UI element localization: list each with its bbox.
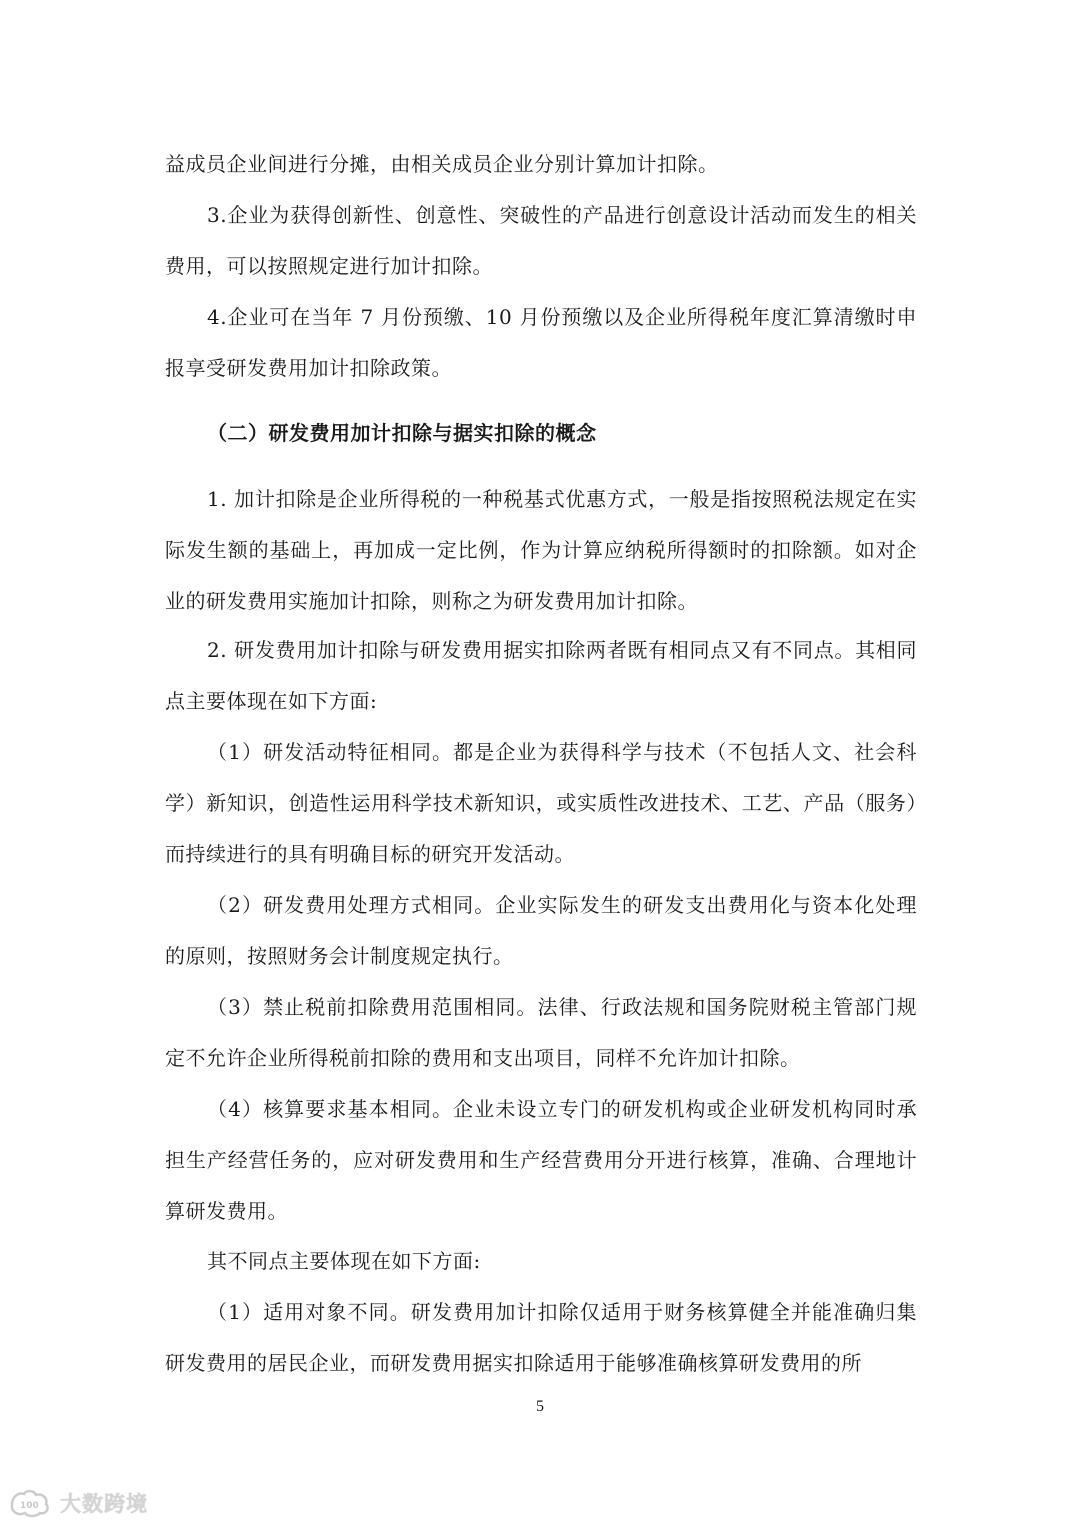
paragraph-similarity-2: （2）研发费用处理方式相同。企业实际发生的研发支出费用化与资本化处理的原则，按照财务会计制度规定执行。 [165, 893, 917, 968]
brand-logo-icon [8, 1488, 54, 1518]
paragraph-similarity-4: （4）核算要求基本相同。企业未设立专门的研发机构或企业研发机构同时承担生产经营任务的，应对研发费用和生产经营费用分开进行核算，准确、合理地计算研发费用。 [165, 1097, 917, 1223]
paragraph-continuation: 益成员企业间进行分摊，由相关成员企业分别计算加计扣除。 [165, 152, 719, 176]
paragraph-difference-1: （1）适用对象不同。研发费用加计扣除仅适用于财务核算健全并能准确归集研发费用的居民企业，而研发费用据实扣除适用于能够准确核算研发费用的所 [165, 1300, 917, 1375]
paragraph-item-3: 3.企业为获得创新性、创意性、突破性的产品进行创意设计活动而发生的相关费用，可以按照规定进行加计扣除。 [165, 203, 917, 278]
paragraph-similarity-1: （1）研发活动特征相同。都是企业为获得科学与技术（不包括人文、社会科学）新知识，创造性运用科学技术新知识，或实质性改进技术、工艺、产品（服务）而持续进行的具有明确目标的研究开发活动。 [165, 740, 917, 866]
watermark [8, 1486, 148, 1520]
page-number: 5 [536, 1398, 544, 1415]
paragraph-definition: 1. 加计扣除是企业所得税的一种税基式优惠方式，一般是指按照税法规定在实际发生额的基础上，再加成一定比例，作为计算应纳税所得额时的扣除额。如对企业的研发费用实施加计扣除，则称之为研发费用加计扣除。 [165, 487, 917, 613]
paragraph-item-4: 4.企业可在当年 7 月份预缴、10 月份预缴以及企业所得税年度汇算清缴时申报享受研发费用加计扣除政策。 [165, 305, 917, 380]
paragraph-similarity-3: （3）禁止税前扣除费用范围相同。法律、行政法规和国务院财税主管部门规定不允许企业所得税前扣除的费用和支出项目，同样不允许加计扣除。 [165, 995, 917, 1070]
paragraph-comparison: 2. 研发费用加计扣除与研发费用据实扣除两者既有相同点又有不同点。其相同点主要体现在如下方面: [165, 638, 917, 713]
watermark-text: 大数跨境 [60, 1492, 148, 1516]
svg-text:100: 100 [20, 1501, 39, 1511]
section-heading: （二）研发费用加计扣除与据实扣除的概念 [207, 421, 597, 445]
paragraph-differences-intro: 其不同点主要体现在如下方面: [207, 1249, 481, 1273]
